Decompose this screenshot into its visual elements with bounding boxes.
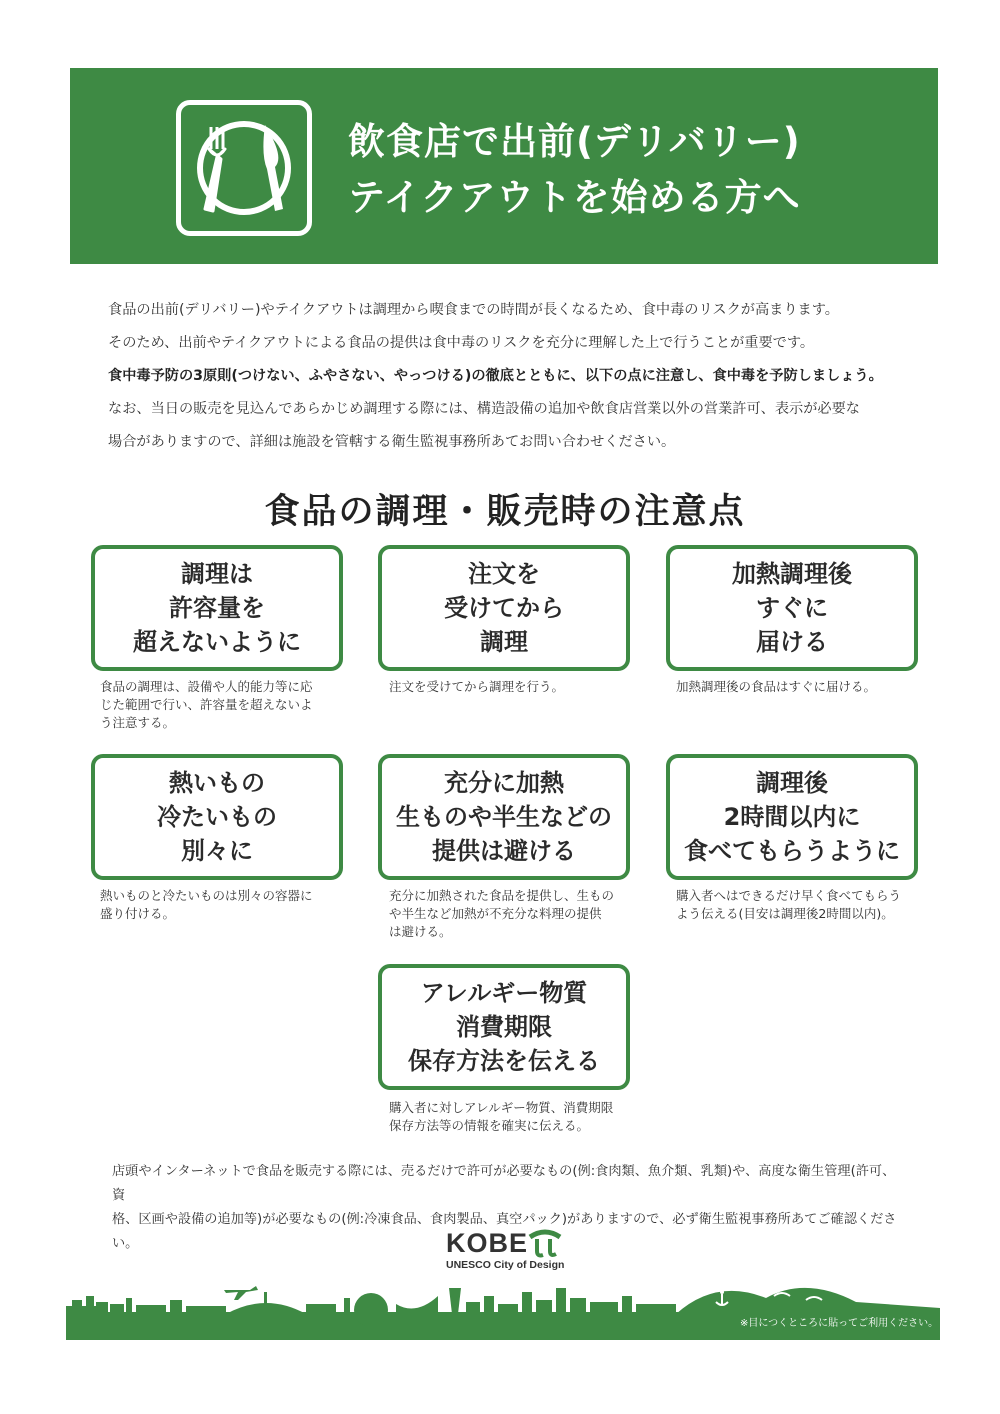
logo-subtitle: UNESCO City of Design — [446, 1259, 565, 1271]
point-card-eat-within-2-hours: 調理後 2時間以内に 食べてもらうように — [666, 754, 918, 880]
kobe-city-emblem-icon — [528, 1229, 562, 1259]
point-desc-allergen-info: 購入者に対しアレルギー物質、消費期限 保存方法等の情報を確実に伝える。 — [389, 1100, 614, 1133]
point-card-heat-thoroughly: 充分に加熱 生ものや半生などの 提供は避ける — [378, 754, 630, 880]
point-desc-deliver-immediately: 加熱調理後の食品はすぐに届ける。 — [676, 679, 877, 694]
intro-line-emphasis: 食中毒予防の3原則(つけない、ふやさない、やっつける)の徹底とともに、以下の点に注意し、食中毒を予防しましょう。 — [108, 368, 883, 384]
title-line-1: 飲食店で出前(デリバリー) — [348, 120, 801, 163]
point-desc-capacity: 食品の調理は、設備や人的能力等に応 じた範囲で行い、許容量を超えないよ う注意する。 — [100, 679, 313, 730]
point-desc-hot-cold-separate: 熱いものと冷たいものは別々の容器に 盛り付ける。 — [100, 888, 313, 921]
point-desc-cook-after-order: 注文を受けてから調理を行う。 — [389, 679, 565, 694]
point-card-cook-after-order: 注文を 受けてから 調理 — [378, 545, 630, 671]
intro-line: そのため、出前やテイクアウトによる食品の提供は食中毒のリスクを充分に理解した上で行うことが重要です。 — [108, 335, 815, 351]
title-banner — [70, 68, 938, 264]
footer-note: 店頭やインターネットで食品を販売する際には、売るだけで許可が必要なもの(例:食肉類、魚介類、乳類)や、高度な衛生管理(許可、資 格、区画や設備の追加等)が必要なもの(例:冷凍食品、食肉製品、真空パック)がありますので、必ず衛生監視事務所あてご確認ください。 — [112, 1164, 897, 1251]
point-card-capacity: 調理は 許容量を 超えないように — [91, 545, 343, 671]
point-desc-heat-thoroughly: 充分に加熱された食品を提供し、生もの や半生など加熱が不充分な料理の提供 は避ける。 — [389, 888, 615, 939]
plate-fork-knife-icon — [176, 100, 312, 236]
point-card-allergen-info: アレルギー物質 消費期限 保存方法を伝える — [378, 964, 630, 1090]
point-card-deliver-immediately: 加熱調理後 すぐに 届ける — [666, 545, 918, 671]
intro-line: 場合がありますので、詳細は施設を管轄する衛生監視事務所あてお問い合わせください。 — [108, 434, 676, 450]
kobe-logo — [446, 1228, 576, 1274]
intro-line: なお、当日の販売を見込んであらかじめ調理する際には、構造設備の追加や飲食店営業以外の営業許可、表示が必要な — [108, 401, 860, 417]
title-line-2: テイクアウトを始める方へ — [348, 176, 801, 219]
kobe-skyline-illustration — [66, 1278, 940, 1340]
page-title — [348, 114, 801, 226]
skyline-note: ※目につくところに貼ってご利用ください。 — [740, 1318, 939, 1329]
point-card-hot-cold-separate: 熱いもの 冷たいもの 別々に — [91, 754, 343, 880]
intro-line: 食品の出前(デリバリー)やテイクアウトは調理から喫食までの時間が長くなるため、食中毒のリスクが高まります。 — [108, 302, 839, 318]
logo-text: KOBE — [446, 1228, 529, 1258]
point-desc-eat-within-2-hours: 購入者へはできるだけ早く食べてもらう よう伝える(目安は調理後2時間以内)。 — [676, 888, 902, 921]
intro-text — [108, 294, 908, 459]
section-title: 食品の調理・販売時の注意点 — [264, 492, 746, 532]
